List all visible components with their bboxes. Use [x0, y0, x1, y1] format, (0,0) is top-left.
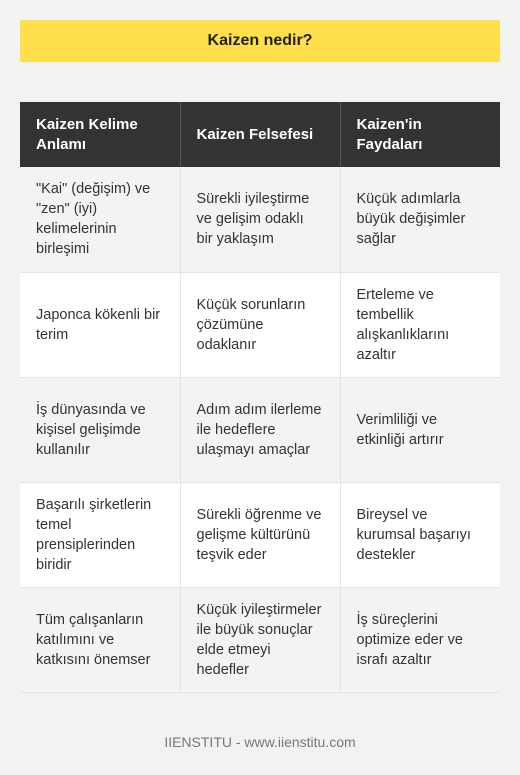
- footer-credit: IIENSTITU - www.iienstitu.com: [164, 734, 356, 750]
- table-row: [20, 272, 500, 377]
- table-row: [20, 482, 500, 587]
- table-row: [20, 377, 500, 482]
- table-cell: Adım adım ilerleme ile hedeflere ulaşmayı amaçlar: [180, 377, 340, 482]
- column-header-meaning: Kaizen Kelime Anlamı: [20, 102, 180, 167]
- page-title-banner: [20, 20, 500, 62]
- table-cell: İş süreçlerini optimize eder ve israfı azaltır: [340, 587, 500, 692]
- page-title: Kaizen nedir?: [207, 32, 313, 49]
- table-cell: Verimliliği ve etkinliği artırır: [340, 377, 500, 482]
- table-cell: Japonca kökenli bir terim: [20, 272, 180, 377]
- table-row: [20, 587, 500, 692]
- table-cell: Küçük sorunların çözümüne odaklanır: [180, 272, 340, 377]
- table-cell: İş dünyasında ve kişisel gelişimde kullanılır: [20, 377, 180, 482]
- table-cell: Bireysel ve kurumsal başarıyı destekler: [340, 482, 500, 587]
- table-cell: Başarılı şirketlerin temel prensiplerinden biridir: [20, 482, 180, 587]
- table-header-row: [20, 102, 500, 167]
- table-cell: Sürekli öğrenme ve gelişme kültürünü teşvik eder: [180, 482, 340, 587]
- table-cell: Küçük iyileştirmeler ile büyük sonuçlar elde etmeyi hedefler: [180, 587, 340, 692]
- column-header-benefits: Kaizen'in Faydaları: [340, 102, 500, 167]
- table-cell: Küçük adımlarla büyük değişimler sağlar: [340, 167, 500, 272]
- table-cell: "Kai" (değişim) ve "zen" (iyi) kelimelerinin birleşimi: [20, 167, 180, 272]
- column-header-philosophy: Kaizen Felsefesi: [180, 102, 340, 167]
- table-cell: Sürekli iyileştirme ve gelişim odaklı bir yaklaşım: [180, 167, 340, 272]
- table-cell: Tüm çalışanların katılımını ve katkısını önemser: [20, 587, 180, 692]
- table-row: [20, 167, 500, 272]
- kaizen-table: [20, 102, 500, 693]
- table-cell: Erteleme ve tembellik alışkanlıklarını azaltır: [340, 272, 500, 377]
